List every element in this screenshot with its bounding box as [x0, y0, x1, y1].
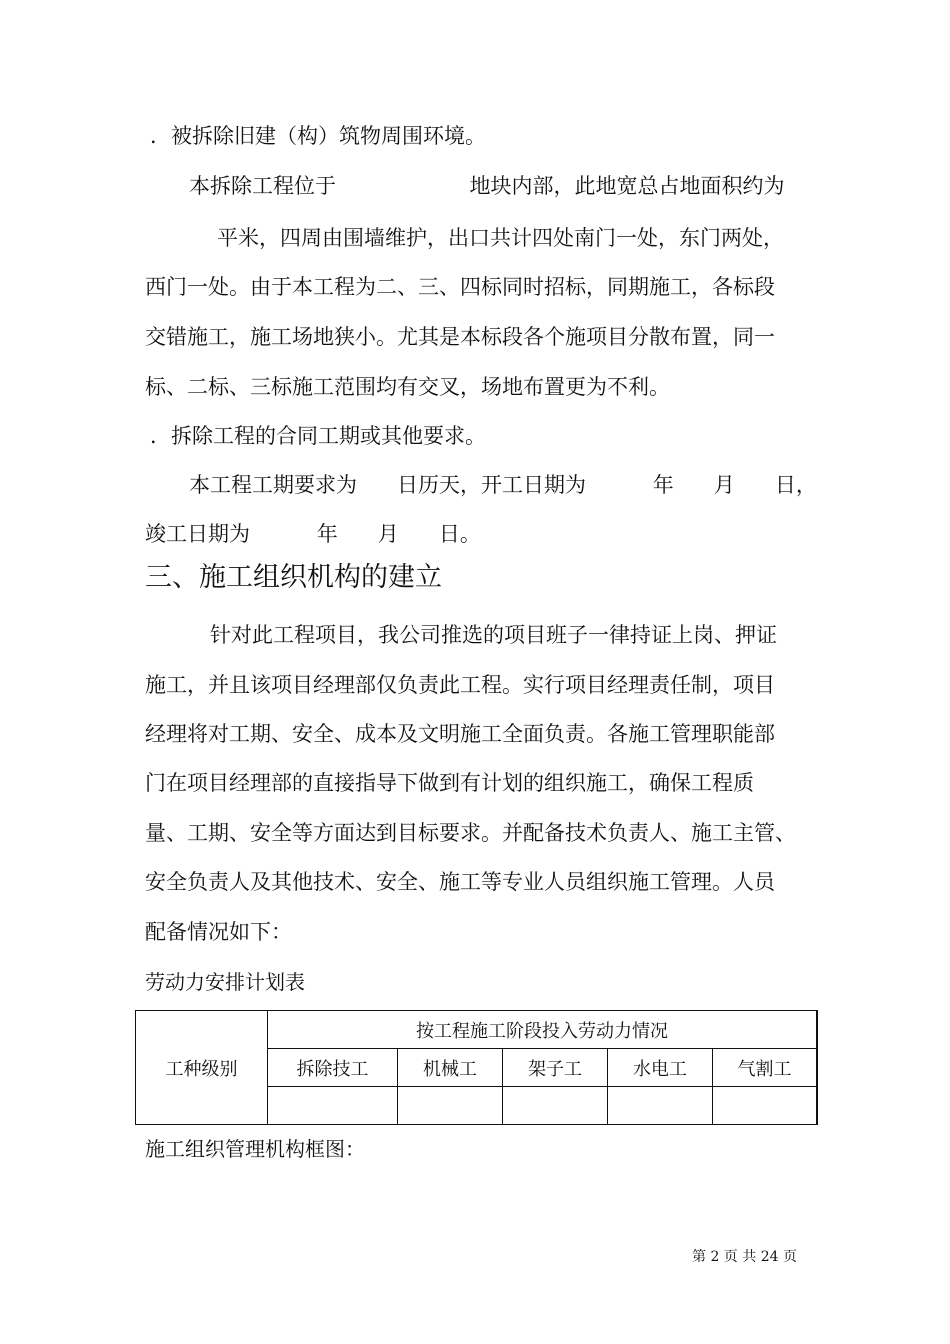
paragraph-line: 门在项目经理部的直接指导下做到有计划的组织施工，确保工程质	[145, 771, 754, 795]
section-heading: 三、施工组织机构的建立	[145, 562, 442, 593]
paragraph-line: 施工，并且该项目经理部仅负责此工程。实行项目经理责任制，项目	[145, 673, 775, 697]
paragraph-line: 针对此工程项目，我公司推选的项目班子一律持证上岗、押证	[210, 623, 777, 647]
column-header-cell: 机械工	[398, 1049, 503, 1087]
paragraph-line: 本工程工期要求为 日历天，开工日期为 年 月 日，	[189, 473, 817, 497]
empty-cell	[713, 1087, 818, 1125]
group-header-cell: 按工程施工阶段投入劳动力情况	[268, 1011, 818, 1049]
column-header-cell: 架子工	[503, 1049, 608, 1087]
section-item-environment: ．被拆除旧建（构）筑物周围环境。	[150, 124, 486, 148]
paragraph-line: 安全负责人及其他技术、安全、施工等专业人员组织施工管理。人员	[145, 870, 775, 894]
paragraph-line: 量、工期、安全等方面达到目标要求。并配备技术负责人、施工主管、	[145, 821, 796, 845]
column-header-cell: 水电工	[608, 1049, 713, 1087]
paragraph-line: 竣工日期为 年 月 日。	[145, 522, 481, 546]
row-header-cell: 工种级别	[136, 1011, 268, 1125]
column-header-cell: 气割工	[713, 1049, 818, 1087]
paragraph-line: 配备情况如下：	[145, 920, 292, 944]
empty-cell	[608, 1087, 713, 1125]
paragraph-line: 经理将对工期、安全、成本及文明施工全面负责。各施工管理职能部	[145, 722, 775, 746]
labor-plan-table	[135, 1010, 818, 1125]
empty-cell	[398, 1087, 503, 1125]
section-item-schedule: ．拆除工程的合同工期或其他要求。	[150, 424, 486, 448]
paragraph-line: 标、二标、三标施工范围均有交叉，场地布置更为不利。	[145, 375, 670, 399]
page-footer: 第 2 页 共 24 页	[692, 1249, 797, 1265]
column-header-cell: 拆除技工	[268, 1049, 398, 1087]
org-chart-caption: 施工组织管理机构框图：	[145, 1137, 365, 1161]
paragraph-line: 西门一处。由于本工程为二、三、四标同时招标，同期施工，各标段	[145, 275, 775, 299]
paragraph-line: 本拆除工程位于 地块内部，此地宽总占地面积约为	[189, 174, 785, 198]
empty-cell	[503, 1087, 608, 1125]
table-caption: 劳动力安排计划表	[145, 970, 305, 994]
paragraph-line: 平米，四周由围墙维护，出口共计四处南门一处，东门两处，	[217, 226, 784, 250]
empty-cell	[268, 1087, 398, 1125]
paragraph-line: 交错施工，施工场地狭小。尤其是本标段各个施项目分散布置，同一	[145, 325, 775, 349]
